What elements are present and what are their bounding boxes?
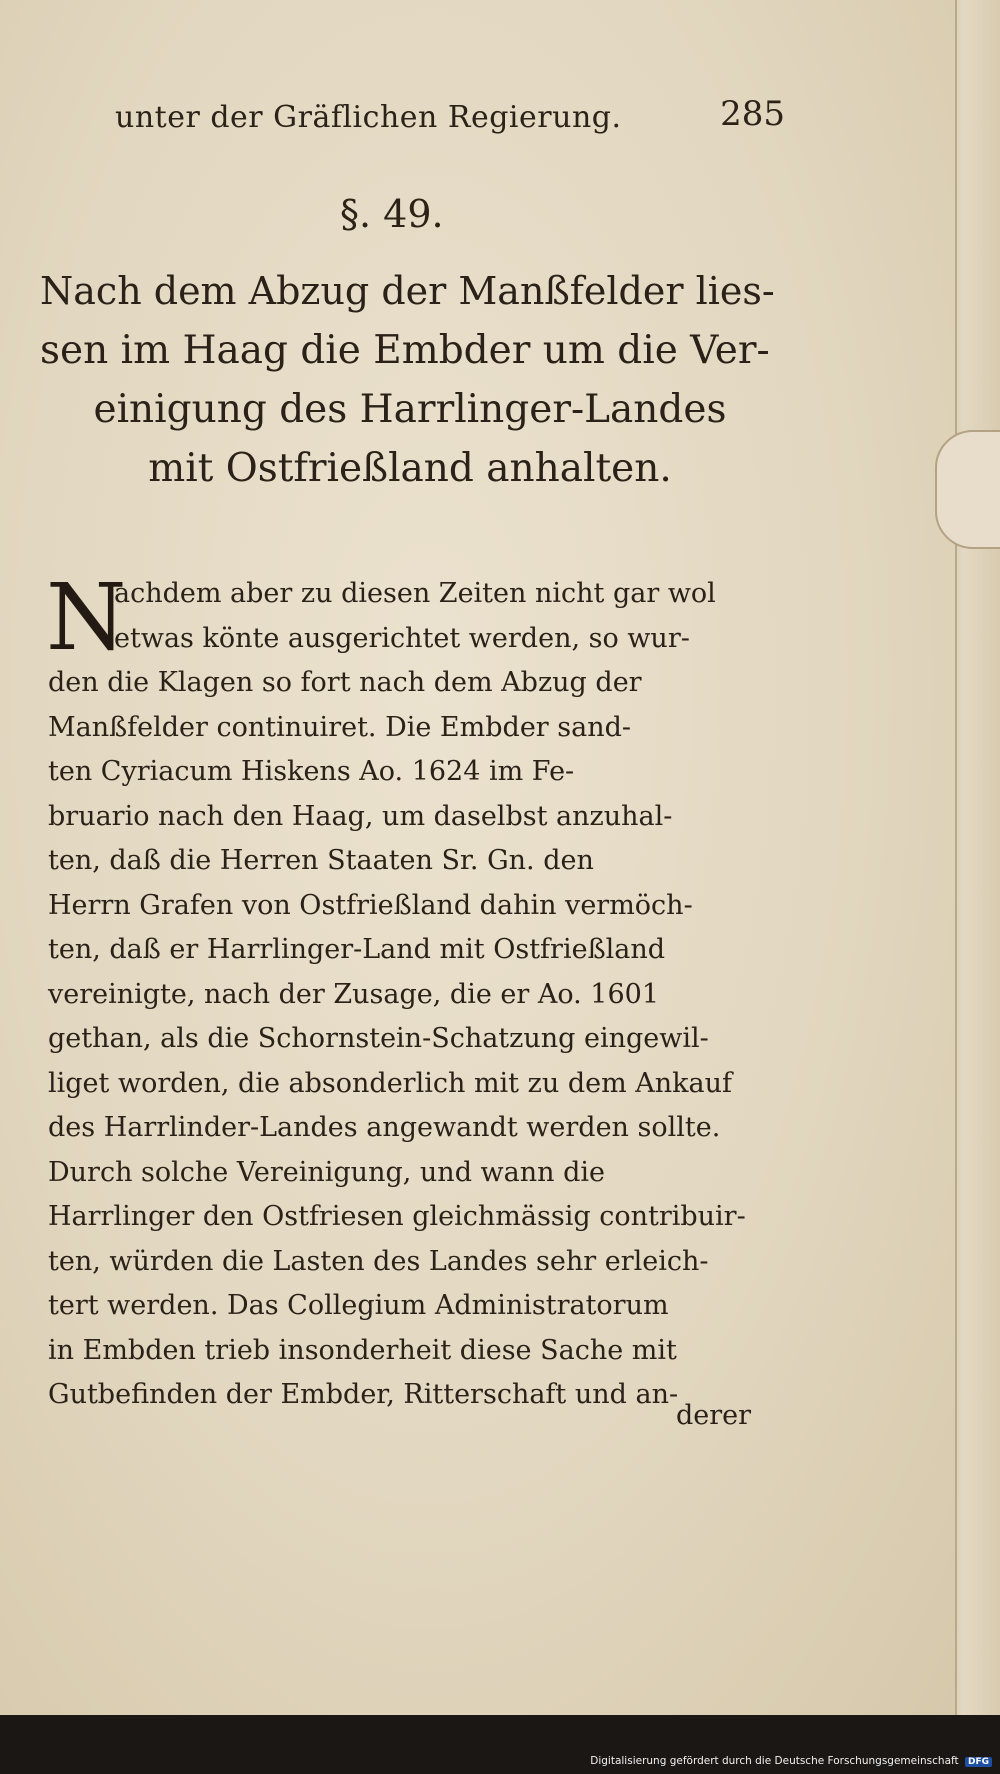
catchword: derer [676,1400,752,1431]
text-line: des Harrlinder-Landes angewandt werden sollte. [48,1112,721,1143]
body-text [46,564,788,1418]
text-line: Durch solche Vereinigung, und wann die [48,1156,606,1188]
running-title: unter der Gräflichen Regierung. [115,100,622,135]
text-line: Manßfelder continuiret. Die Embder sand- [48,711,632,743]
page-tab [935,430,1000,549]
text-line: Gutbefinden der Embder, Ritterschaft und an- [48,1379,679,1410]
text-line: in Embden trieb insonderheit diese Sache mit [48,1334,677,1366]
text-line: tert werden. Das Collegium Administratorum [48,1290,669,1321]
drop-capital: N [46,564,127,671]
text-line: ten, würden die Lasten des Landes sehr erleich- [48,1245,709,1277]
section-number: §. 49. [340,192,444,236]
credit-text: Digitalisierung gefördert durch die Deutsche Forschungsgemeinschaft [590,1755,959,1767]
text-line: Herrn Grafen von Ostfrießland dahin vermöch- [48,889,693,921]
text-line: achdem aber zu diesen Zeiten nicht gar wol [114,578,716,609]
text-line: ten, daß die Herren Staaten Sr. Gn. den [48,845,594,876]
heading-line: mit Ostfrießland anhalten. [148,446,672,491]
text-line: ten Cyriacum Hiskens Ao. 1624 im Fe- [48,756,575,787]
section-heading [40,262,780,498]
page-number: 285 [720,94,785,134]
text-line: den die Klagen so fort nach dem Abzug der [48,667,642,698]
dfg-logo: DFG [965,1757,992,1767]
text-line: vereinigte, nach der Zusage, die er Ao. 1601 [48,978,660,1010]
heading-line: sen im Haag die Embder um die Ver- [40,328,770,373]
digitization-credit [590,1755,992,1767]
heading-line: Nach dem Abzug der Manßfelder lies- [40,269,775,313]
text-line: liget worden, die absonderlich mit zu dem Ankauf [48,1067,732,1099]
text-line: bruario nach den Haag, um daselbst anzuhal- [48,800,673,832]
text-line: gethan, als die Schornstein-Schatzung eingewil- [48,1023,709,1054]
text-line: etwas könte ausgerichtet werden, so wur- [114,622,690,654]
text-line: Harrlinger den Ostfriesen gleichmässig contribuir- [48,1201,746,1232]
page-header [115,94,785,150]
text-line: ten, daß er Harrlinger-Land mit Ostfrießland [48,934,666,965]
heading-line: einigung des Harrlinger-Landes [93,387,727,432]
